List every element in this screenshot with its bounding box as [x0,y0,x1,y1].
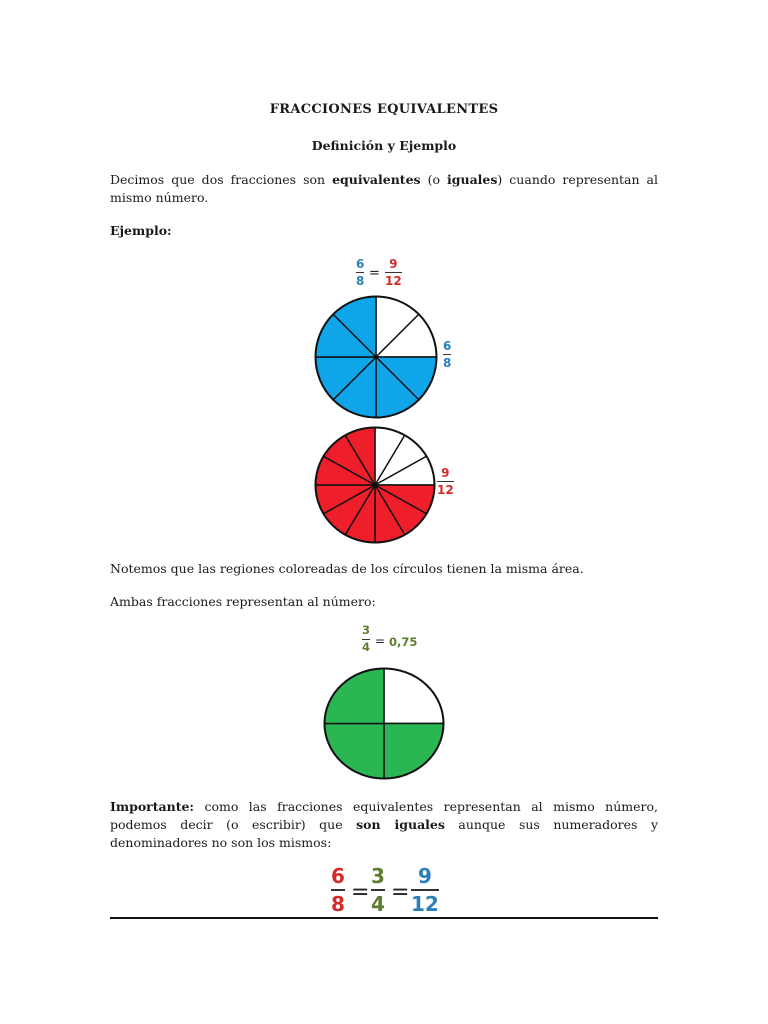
top-fraction-6-8-numerator: 6 [356,257,365,271]
top-fraction-9-12-numerator: 9 [389,257,398,271]
document-title: FRACCIONES EQUIVALENTES [269,102,499,117]
green-equals-sign: = [375,634,386,648]
final-fraction-3-4-numerator: 3 [371,864,385,888]
fraction-bar [385,272,402,273]
important-bold-son-iguales: son iguales [356,817,445,832]
number-paragraph: Ambas fracciones representan al número: [110,594,376,609]
final-equals-sign-1: = [351,880,370,905]
definition-text-1: Decimos que dos fracciones son [110,172,333,187]
important-text-2: aunque sus numeradores y denominadores no son los mismos: [110,817,659,850]
final-fraction-6-8-denominator: 8 [331,891,345,916]
top-fraction-6-8 [356,258,364,287]
fraction-bar [371,889,385,891]
bottom-rule [110,917,658,919]
blue-circle-label-denominator: 8 [443,356,452,370]
final-fraction-3-4 [371,866,385,914]
final-fraction-9-12-denominator: 12 [411,891,439,916]
blue-circle-label-numerator: 6 [443,339,452,353]
document-subtitle: Definición y Ejemplo [311,138,457,153]
fraction-bar [437,481,454,482]
green-fraction-3-4 [362,625,370,653]
green-fraction-numerator: 3 [362,623,371,637]
top-fraction-9-12 [385,258,402,287]
blue-circle-label [443,340,451,369]
top-fraction-6-8-denominator: 8 [356,274,365,288]
red-circle-label-denominator: 12 [437,483,454,497]
definition-text-3: ) cuando representan al mismo número. [110,172,659,205]
observation-paragraph: Notemos que las regiones coloreadas de los círculos tienen la misma área. [110,561,584,576]
top-fraction-9-12-denominator: 12 [385,274,402,288]
fraction-bar [411,889,439,891]
fraction-bar [356,272,364,273]
red-fraction-circle [314,426,436,544]
final-fraction-9-12-numerator: 9 [417,864,432,888]
red-circle-label [437,467,454,496]
definition-text-2: (o [420,172,447,187]
final-fraction-6-8 [331,866,345,914]
example-label: Ejemplo: [110,223,172,238]
important-text-1: como las fracciones equivalentes representan al mismo número, podemos decir (o escribir) que [110,799,658,832]
definition-bold-iguales: iguales [447,172,498,187]
important-lead: Importante: [110,799,195,814]
decimal-value: 0,75 [389,635,418,649]
fraction-bar [331,889,345,891]
definition-bold-equivalentes: equivalentes [332,172,421,187]
green-fraction-circle [323,667,445,780]
definition-paragraph [110,171,658,207]
top-equals-sign: = [369,266,380,281]
green-fraction-denominator: 4 [362,639,371,654]
final-fraction-6-8-numerator: 6 [331,864,345,888]
final-fraction-9-12 [411,866,439,914]
final-fraction-3-4-denominator: 4 [371,891,385,916]
important-paragraph [110,798,658,852]
blue-fraction-circle [314,295,438,419]
fraction-bar [443,354,451,355]
red-circle-label-numerator: 9 [441,466,450,480]
final-equals-sign-2: = [391,880,410,905]
